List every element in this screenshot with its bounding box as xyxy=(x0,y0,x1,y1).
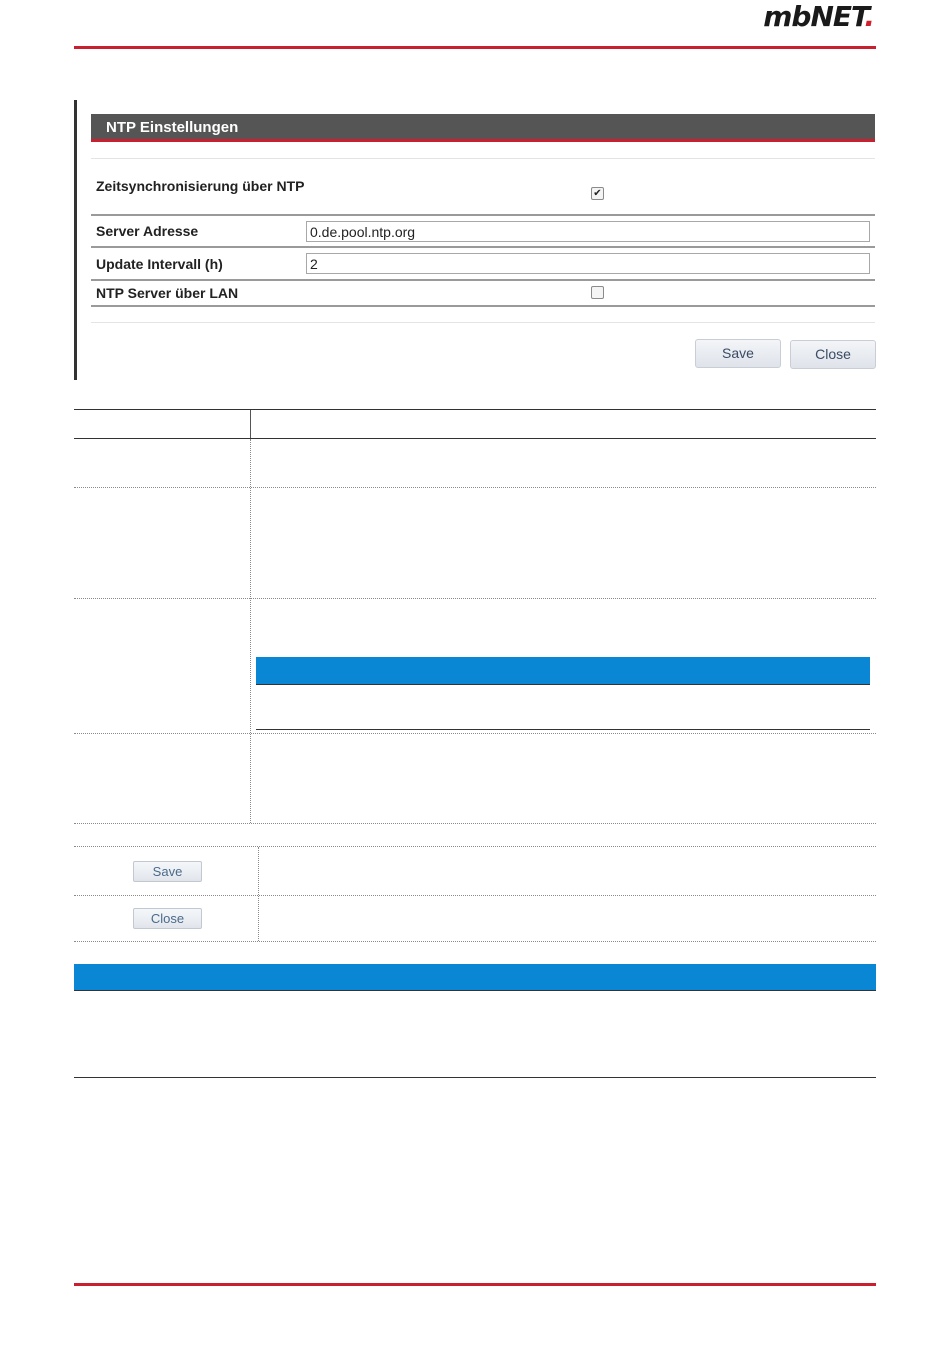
save-button-illustration[interactable]: Save xyxy=(133,861,202,882)
row-divider xyxy=(91,305,875,307)
info-box-bottom-line xyxy=(256,729,870,730)
server-address-input[interactable] xyxy=(306,221,870,242)
update-interval-label: Update Intervall (h) xyxy=(96,256,223,272)
note-box-header-line xyxy=(74,990,876,991)
table-row-divider xyxy=(74,487,876,488)
ntp-server-lan-label: NTP Server über LAN xyxy=(96,285,239,301)
info-box-header-line xyxy=(256,684,870,685)
note-box-bottom-line xyxy=(74,1077,876,1078)
dialog-title: NTP Einstellungen xyxy=(91,114,875,142)
update-interval-input[interactable] xyxy=(306,253,870,274)
info-box-header xyxy=(256,657,870,684)
button-table-row-divider xyxy=(74,895,876,896)
table-row-divider xyxy=(74,598,876,599)
table-top-border xyxy=(74,409,876,410)
ntp-server-lan-checkbox[interactable] xyxy=(591,286,604,299)
row-divider xyxy=(91,246,875,248)
ntp-sync-label: Zeitsynchronisierung über NTP xyxy=(96,178,305,194)
table-header-border xyxy=(74,438,876,439)
table-row-divider xyxy=(74,733,876,734)
table-header-column-divider xyxy=(250,410,251,438)
row-divider xyxy=(91,279,875,281)
ntp-sync-checkbox[interactable]: ✔ xyxy=(591,187,604,200)
table-row-divider xyxy=(74,823,876,824)
save-button[interactable]: Save xyxy=(695,339,781,368)
server-address-label: Server Adresse xyxy=(96,223,199,239)
button-table-bottom-border xyxy=(74,941,876,942)
button-table-top-border xyxy=(74,846,876,847)
dialog-bottom-separator xyxy=(91,322,875,323)
note-box-header xyxy=(74,964,876,991)
dialog-left-border xyxy=(74,100,77,380)
row-divider xyxy=(91,214,875,216)
button-table-column-divider xyxy=(258,847,259,941)
close-button[interactable]: Close xyxy=(790,340,876,369)
footer-divider xyxy=(74,1283,876,1286)
header-divider xyxy=(74,46,876,49)
close-button-illustration[interactable]: Close xyxy=(133,908,202,929)
mbnet-logo: mbNET. xyxy=(763,0,874,33)
table-column-divider xyxy=(250,439,251,823)
dialog-top-separator xyxy=(91,158,875,159)
